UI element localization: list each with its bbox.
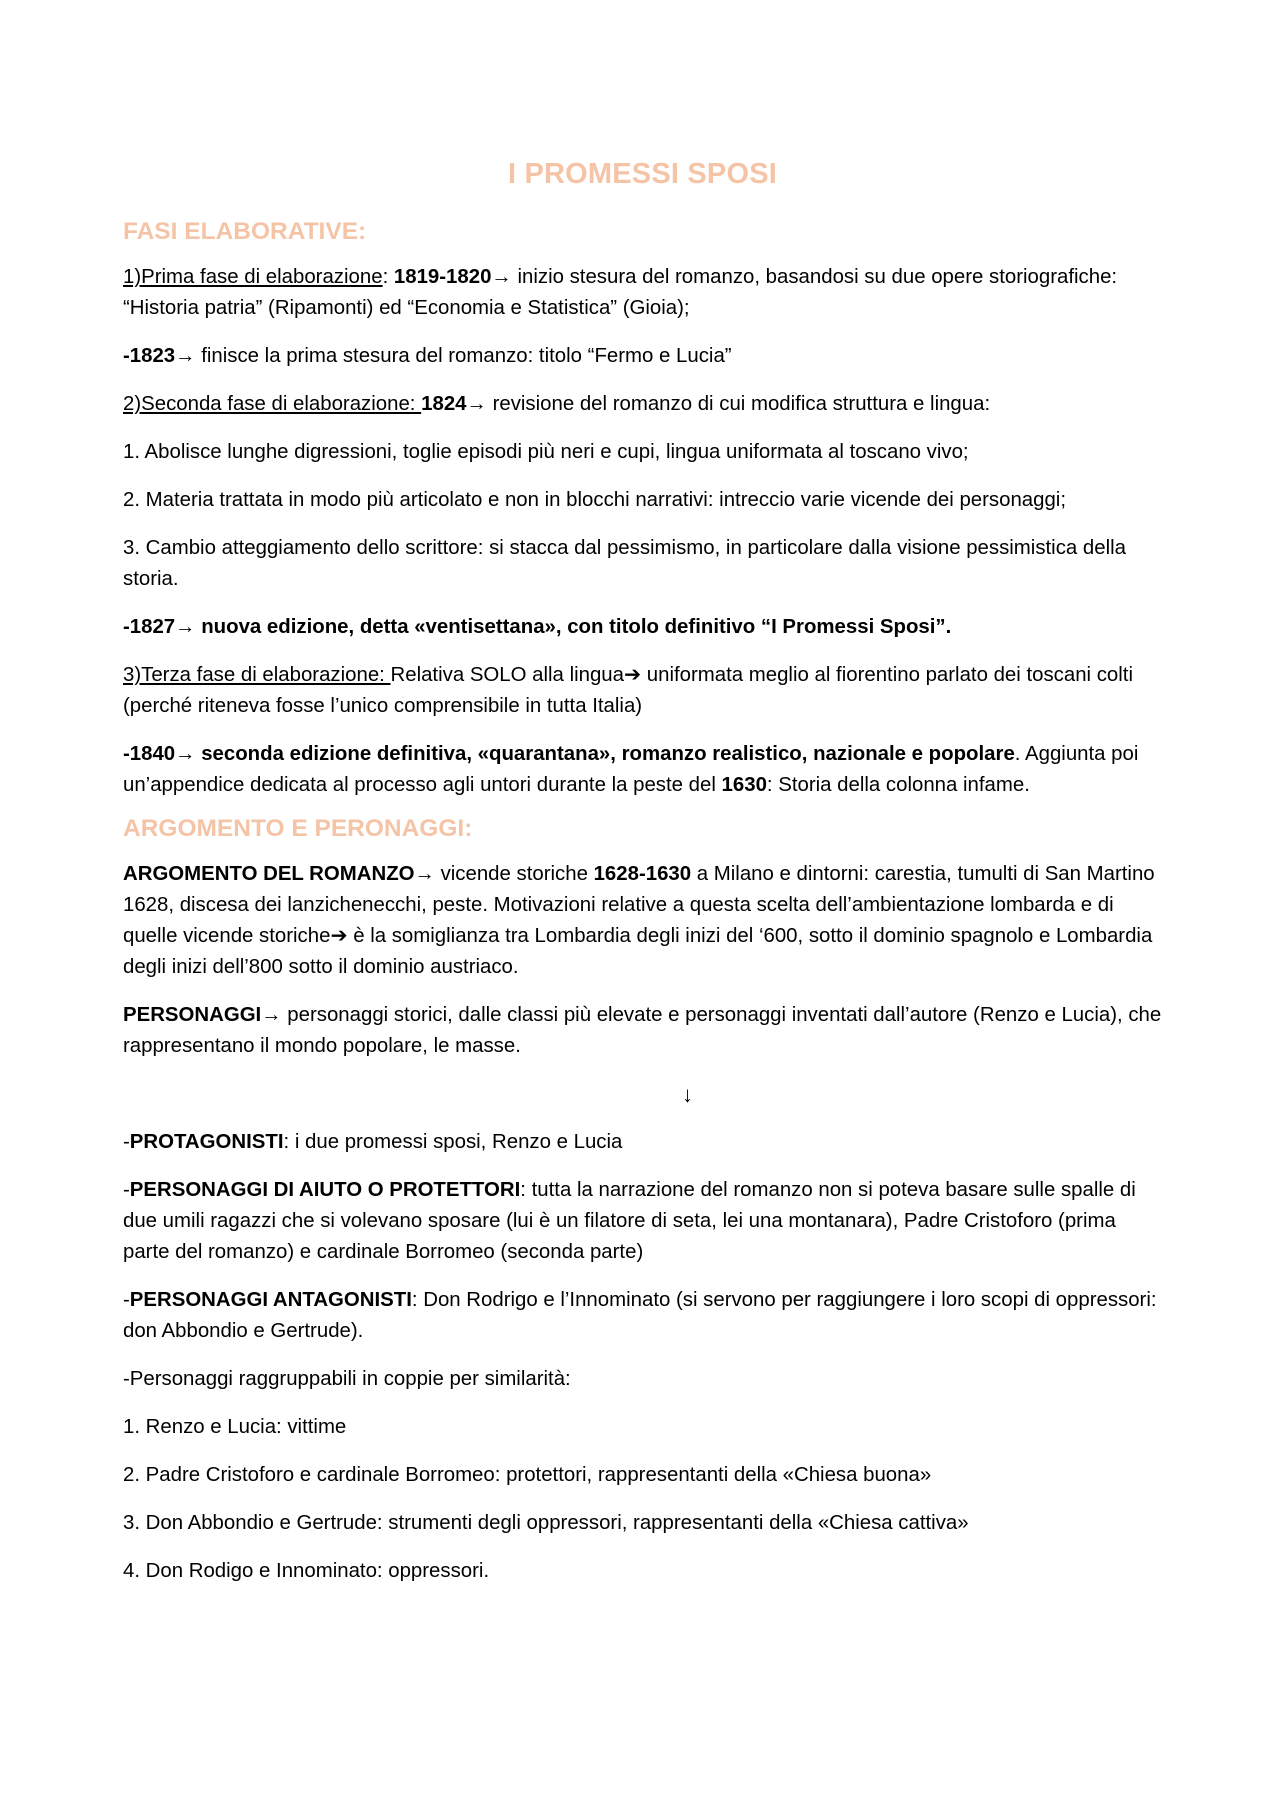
- list-item: 1. Renzo e Lucia: vittime: [123, 1416, 347, 1438]
- paragraph-1827: -1827→ nuova edizione, detta «ventisettana», con titolo definitivo “I Promessi Sposi”.: [123, 616, 952, 638]
- terza-fase-label: 3)Terza fase di elaborazione:: [123, 664, 391, 686]
- heavy-arrow-icon: ➔: [624, 664, 642, 686]
- paragraph-argomento: ARGOMENTO DEL ROMANZO→ vicende storiche 1628-1630 a Milano e dintorni: carestia, tumulti di San Martino 1628, discesa dei lanzichenecchi, peste. Motivazioni relative a questa scelta dell’ambientazione lombarda e di quelle vicende storiche➔ è la somiglianza tra Lombardia degli inizi del ‘600, sotto il dominio spagnolo e Lombardia degli inizi dell’800 sotto il dominio austriaco.: [123, 863, 1155, 978]
- section-heading-fasi: FASI ELABORATIVE:: [123, 218, 367, 245]
- arrow-icon: →: [261, 1004, 282, 1026]
- paragraph-prima-fase: 1)Prima fase di elaborazione: 1819-1820→ inizio stesura del romanzo, basandosi su due opere storiografiche: “Historia patria” (Ripamonti) ed “Economia e Statistica” (Gioia);: [123, 266, 1118, 319]
- list-item: 4. Don Rodigo e Innominato: oppressori.: [123, 1560, 490, 1582]
- list-item: 3. Cambio atteggiamento dello scrittore: si stacca dal pessimismo, in particolare dalla visione pessimistica della storia.: [123, 537, 1126, 590]
- argomento-label: ARGOMENTO DEL ROMANZO: [123, 863, 415, 885]
- paragraph-seconda-fase: 2)Seconda fase di elaborazione: 1824→ revisione del romanzo di cui modifica struttura e lingua:: [123, 393, 991, 415]
- paragraph-coppie: -Personaggi raggruppabili in coppie per similarità:: [123, 1368, 571, 1390]
- paragraph-antagonisti: -PERSONAGGI ANTAGONISTI: Don Rodrigo e l’Innominato (si servono per raggiungere i loro scopi di oppressori: don Abbondio e Gertrude).: [123, 1289, 1157, 1342]
- arrow-icon: →: [491, 266, 512, 288]
- paragraph-terza-fase: 3)Terza fase di elaborazione: Relativa SOLO alla lingua➔ uniformata meglio al fiorentino parlato dei toscani colti (perché riteneva fosse l’unico comprensibile in tutta Italia): [123, 664, 1133, 717]
- antagonisti-label: PERSONAGGI ANTAGONISTI: [129, 1289, 412, 1311]
- date-1823: -1823: [123, 345, 176, 367]
- date-1824: 1824: [421, 393, 467, 415]
- arrow-icon: →: [466, 393, 487, 415]
- arrow-icon: →: [414, 863, 435, 885]
- edition-1840: -1840→ seconda edizione definitiva, «quarantana», romanzo realistico, nazionale e popolare: [123, 743, 1015, 765]
- paragraph-1823: -1823→ finisce la prima stesura del romanzo: titolo “Fermo e Lucia”: [123, 345, 732, 367]
- seconda-fase-label: 2)Seconda fase di elaborazione:: [123, 393, 422, 415]
- year-1630: 1630: [721, 774, 767, 796]
- personaggi-label: PERSONAGGI: [123, 1004, 262, 1026]
- protagonisti-label: PROTAGONISTI: [129, 1131, 284, 1153]
- list-item: 2. Materia trattata in modo più articolato e non in blocchi narrativi: intreccio varie vicende dei personaggi;: [123, 489, 1067, 511]
- protettori-label: PERSONAGGI DI AIUTO O PROTETTORI: [129, 1179, 521, 1201]
- section-heading-argomento: ARGOMENTO E PERONAGGI:: [123, 815, 473, 842]
- paragraph-protagonisti: -PROTAGONISTI: i due promessi sposi, Renzo e Lucia: [123, 1131, 623, 1153]
- prima-fase-dates: 1819-1820: [393, 266, 492, 288]
- paragraph-protettori: -PERSONAGGI DI AIUTO O PROTETTORI: tutta la narrazione del romanzo non si poteva basare sulle spalle di due umili ragazzi che si volevano sposare (lui è un filatore di seta, lei una montanara), Padre Cristoforo (prima parte del romanzo) e cardinale Borromeo (seconda parte): [123, 1179, 1136, 1263]
- heavy-arrow-icon: ➔: [330, 925, 348, 947]
- paragraph-1840: -1840→ seconda edizione definitiva, «quarantana», romanzo realistico, nazionale e popolare. Aggiunta poi un’appendice dedicata al processo agli untori durante la peste del 1630: Storia della colonna infame.: [123, 743, 1139, 796]
- list-item: 1. Abolisce lunghe digressioni, toglie episodi più neri e cupi, lingua uniformata al toscano vivo;: [123, 441, 969, 463]
- down-arrow-icon: ↓: [682, 1082, 693, 1107]
- list-item: 3. Don Abbondio e Gertrude: strumenti degli oppressori, rappresentanti della «Chiesa cattiva»: [123, 1512, 969, 1534]
- arrow-icon: →: [175, 345, 196, 367]
- document-title: I PROMESSI SPOSI: [507, 158, 778, 190]
- paragraph-personaggi: PERSONAGGI→ personaggi storici, dalle classi più elevate e personaggi inventati dall’autore (Renzo e Lucia), che rappresentano il mondo popolare, le masse.: [123, 1004, 1162, 1057]
- list-item: 2. Padre Cristoforo e cardinale Borromeo: protettori, rappresentanti della «Chiesa buona»: [123, 1464, 932, 1486]
- dates-1628-1630: 1628-1630: [593, 863, 692, 885]
- prima-fase-label: 1)Prima fase di elaborazione: [123, 266, 383, 288]
